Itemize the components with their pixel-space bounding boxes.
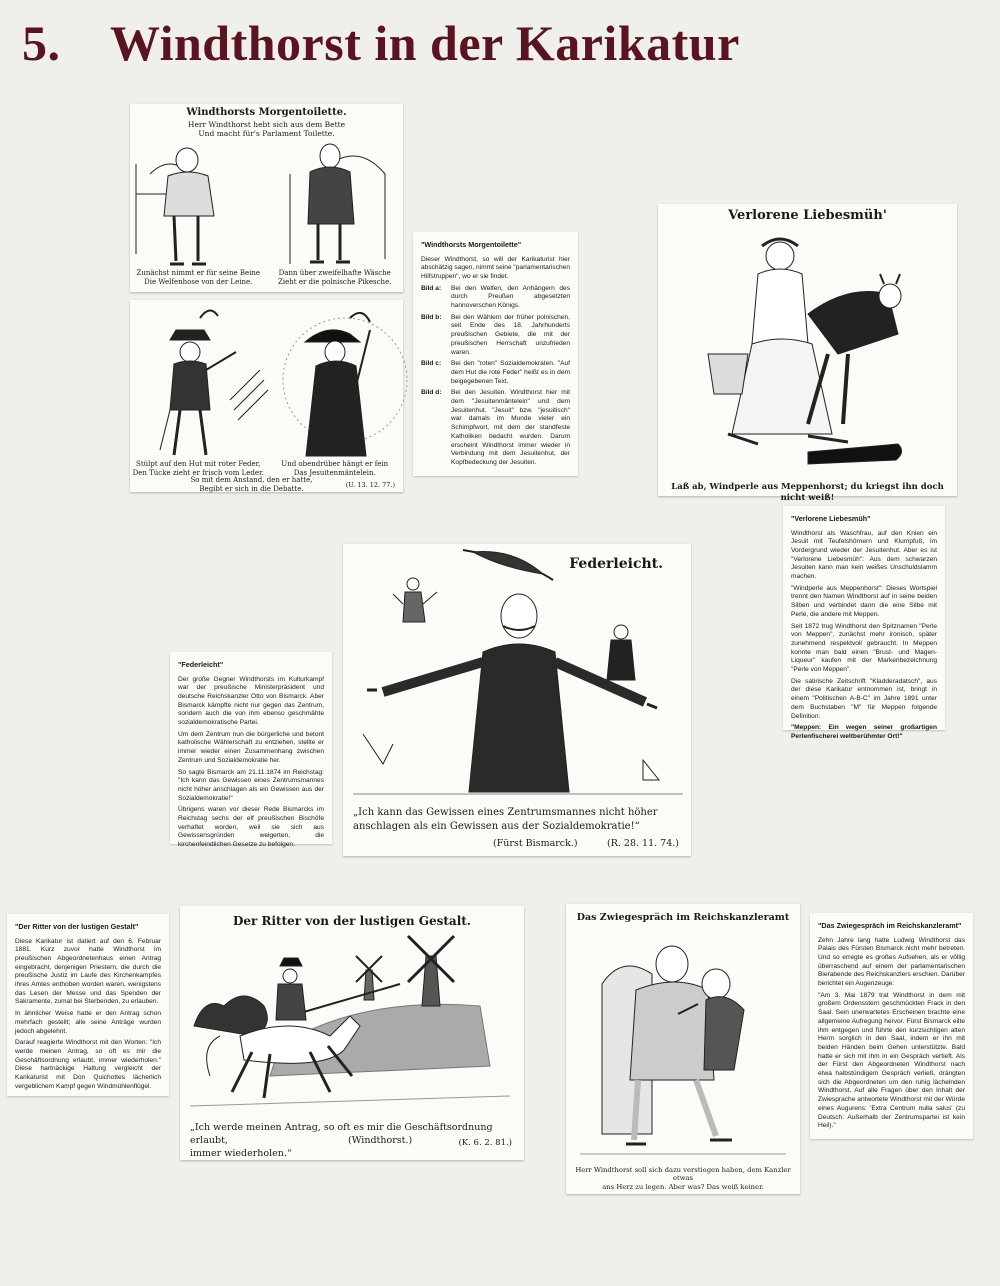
cartoon-reference: (K. 6. 2. 81.) bbox=[458, 1138, 512, 1148]
bild-text: Bei den Wählern der früher polnischen, seit Ende des 18. Jahrhunderts preußischen Gebiete, die mit der preußischen Herrschaft unzufrieden waren. bbox=[451, 313, 570, 356]
text-paragraph: Seit 1872 trug Windthorst den Spitznamen "Perle von Meppen", zunächst mehr ironisch, später zunehmend respektvoll gebraucht. In Meppen konnte man bald einen "Brust- und Magen-Liqueur" kaufen mit der Markenbezeichnung "Perle von Meppen". bbox=[791, 622, 937, 674]
text-card-morgentoilette bbox=[413, 232, 578, 476]
bild-label: Bild d: bbox=[421, 389, 442, 397]
text-paragraph: "Windperle aus Meppenhorst": Dieses Wortspiel trennt den Namen Windthorst auf in seine beiden Silben und verbindet dann die eine Silbe mit Perle, die andere mit Meppen. bbox=[791, 584, 937, 618]
cartoon-caption-a: Zunächst nimmt er für seine Beine Die Welfenhose von der Leine. bbox=[136, 269, 261, 286]
text-card-verlorene-liebesmueh bbox=[783, 506, 945, 740]
cartoon-caption: Laß ab, Windperle aus Meppenhorst; du kriegst ihn doch nicht weiß! bbox=[671, 482, 944, 503]
cartoon-caption-b: Dann über zweifelhafte Wäsche Zieht er die polnische Pikesche. bbox=[278, 269, 392, 286]
text-heading: "Das Zwiegespräch im Reichskanzleramt" bbox=[818, 921, 962, 930]
cartoon-caption-c: Stülpt auf den Hut mit roter Feder, Den Tücke zieht er frisch vom Leder. bbox=[132, 460, 264, 477]
page-title bbox=[22, 14, 740, 72]
text-paragraph: Dieser Windthorst, so will der Karikaturist hier abschätzig sagen, nimmt seine "parlamentarischen Hilfstruppen", wo er sie findet. bbox=[421, 255, 570, 280]
cartoon-verlorene-liebesmueh bbox=[658, 204, 957, 503]
cartoon-caption: Herr Windthorst soll sich dazu verstiegen haben, dem Kanzler etwas ans Herz zu legen. Aber was? Das weiß keiner. bbox=[575, 1166, 791, 1191]
text-paragraph: Zehn Jahre lang hatte Ludwig Windthorst das Palais des Fürsten Bismarck nicht mehr betreten. Und so erregte es großes Aufsehen, als er völlig überraschend auf einem der parlamentarischen Bierabende des Reichskanzlers erschien. Darüber berichtet ein Augenzeuge: bbox=[818, 936, 965, 988]
text-bild-row bbox=[421, 389, 570, 467]
cartoon-illustration bbox=[658, 204, 957, 496]
text-paragraph: So sagte Bismarck am 21.11.1874 im Reichstag: "Ich kann das Gewissen eines Zentrumsmannes nicht höher anschlagen als ein Gewissen aus der Sozialdemokratie!" bbox=[178, 768, 324, 802]
section-number: 5. bbox=[22, 15, 61, 71]
bild-label: Bild c: bbox=[421, 360, 442, 368]
text-bild-row bbox=[421, 360, 570, 386]
bild-text: Bei den Jesuiten. Windthorst hier mit dem "Jesuitenmäntelein" und dem Jesuitenhut. "Jesuit" bzw. "jesuitisch" war damals im Munde vieler ein Schimpfwort, mit dem der standfeste Katholiken bedacht wurden. Darum erscheint Windthorst immer wieder in Verbindung mit dem Jesuitenhut, der Kopfbedeckung der Jesuiten. bbox=[451, 389, 570, 466]
cartoon-title: Der Ritter von der lustigen Gestalt. bbox=[232, 914, 471, 928]
cartoon-illustration bbox=[130, 104, 403, 292]
text-paragraph: Darauf reagierte Windthorst mit den Worten: "Ich werde meinen Antrag, so oft es mir die Geschäftsordnung erlaubt, immer wiederholen." Diese hartnäckige Haltung vergleicht der Karikaturist mit Don Quichottes lächerlich vergeblichem Kampf gegen Windmühlenflügel. bbox=[15, 1039, 161, 1090]
cartoon-intro: Herr Windthorst hebt sich aus dem Bette Und macht für's Parlament Toilette. bbox=[187, 120, 346, 139]
cartoon-title: Das Zwiegespräch im Reichskanzleramt bbox=[576, 912, 790, 923]
cartoon-title: Windthorsts Morgentoilette. bbox=[186, 107, 347, 118]
text-paragraph: Um dem Zentrum nun die bürgerliche und betont katholische Wählerschaft zu entziehen, stellte er immer wieder einen Zusammenhang zwischen Zentrum und Sozialdemokratie her. bbox=[178, 730, 324, 764]
cartoon-morgentoilette-top bbox=[130, 104, 403, 292]
text-paragraph: Windthorst als Waschfrau, auf den Knien ein Jesuit mit Teufelshörnern und Klumpfuß, im Vordergrund wieder der Jesuitenhut. Aber es ist "Verlorene Liebesmüh": Aus dem schwarzen Jesuiten kann man kein weißes Unschuldslamm machen. bbox=[791, 529, 937, 581]
bild-label: Bild a: bbox=[421, 284, 442, 292]
text-paragraph: "Am 3. Mai 1879 trat Windthorst in dem mit großem Ordensstern geschmückten Frack in den Saal. Sein unerwartetes Erscheinen brachte eine allgemeine Aufregung hervor. Fürst Bismarck eilte ihm entgegen und führte den kurzsichtigen alten Herrn sorglich in den Saal, indem er ihn mit beiden Händen beim Gehen unterstützte. Bald hatte er sich mit ihm in ein Gespräch vertieft. Als der Fürst den Abgeordneten Windthorst nach etwa halbstündigem Gespräch verließ, drängten sich die Abgeordneten um den ruhig lächelnden Windthorst. Auf alle Fragen über den Inhalt der Zwiesprache antwortete Windthorst mit der Würde eines Augurens: 'Extra Centrum nulla salus' (zu Deutsch: Außerhalb der Zentrumspartei ist kein Heil)." bbox=[818, 991, 965, 1130]
text-heading: "Windthorsts Morgentoilette" bbox=[421, 240, 522, 249]
cartoon-reference: (U. 13. 12. 77.) bbox=[345, 481, 395, 489]
text-card-federleicht bbox=[170, 652, 332, 849]
text-paragraph: Diese Karikatur ist datiert auf den 6. Februar 1881. Kurz zuvor hatte Windthorst im preußischen Abgeordnetenhaus einen Antrag eingebracht, denjenigen Priestern, die durch die preußische Justiz im Laufe des Kirchenkampfes ihres Amtes enthoben worden waren, wenigstens das Lesen der Messe und das Spenden der Sakramente, zumal bei Sterbenden, zu erlauben. bbox=[15, 937, 161, 1006]
text-paragraph: "Meppen: Ein wegen seiner großartigen Perlenfischerei weltberühmter Ort!" bbox=[791, 724, 937, 740]
cartoon-caption-e: So mit dem Anstand, den er hatte, Begibt er sich in die Debatte. bbox=[190, 476, 313, 493]
text-paragraph: Der große Gegner Windthorsts im Kulturkampf war der preußische Ministerpräsident und deutsche Reichskanzler Otto von Bismarck. Aber Bismarck kämpfte nicht nur gegen das Zentrum, sondern auch die von ihm ebenso geschmähte sozialdemokratische Partei. bbox=[178, 675, 324, 727]
cartoon-title: Verlorene Liebesmüh' bbox=[728, 208, 887, 223]
text-heading: "Federleicht" bbox=[178, 660, 224, 669]
bild-text: Bei den Welfen, den Anhängern des durch Preußen abgesetzten hannoverschen Königs. bbox=[451, 284, 570, 310]
cartoon-attribution: (Windthorst.) bbox=[348, 1135, 413, 1146]
cartoon-ritter bbox=[180, 906, 524, 1160]
section-title: Windthorst in der Karikatur bbox=[110, 15, 740, 71]
cartoon-zwiegespraech bbox=[566, 904, 800, 1194]
text-bild-row bbox=[421, 285, 570, 311]
cartoon-caption: „Ich kann das Gewissen eines Zentrumsmannes nicht höher anschlagen als ein Gewissen aus der Sozialdemokratie!“ bbox=[353, 807, 658, 832]
bild-text: Bei den "roten" Sozialdemokraten. "Auf dem Hut die rote Feder" heißt es in dem beigegebenen Text. bbox=[451, 360, 570, 385]
text-paragraph: Die satirische Zeitschrift "Kladderadatsch", aus der diese Karikatur entnommen ist, bringt in einem "Politischen A-B-C" im Jahre 1891 unter dem Buchstaben "M" für Meppen folgende Definition: bbox=[791, 677, 937, 720]
cartoon-federleicht bbox=[343, 544, 691, 856]
text-card-ritter bbox=[7, 914, 169, 1096]
cartoon-morgentoilette-bottom bbox=[130, 300, 403, 492]
cartoon-illustration bbox=[566, 904, 800, 1194]
text-paragraph: In ähnlicher Weise hatte er den Antrag schon mehrfach gestellt; alle seine Anträge wurden jedoch abgelehnt. bbox=[15, 1010, 161, 1035]
text-heading: "Der Ritter von der lustigen Gestalt" bbox=[15, 922, 139, 931]
bild-label: Bild b: bbox=[421, 313, 442, 321]
cartoon-caption: „Ich werde meinen Antrag, so oft es mir die Geschäftsordnung erlaubt, immer wiederholen.“ bbox=[190, 1122, 493, 1159]
cartoon-title: Federleicht. bbox=[569, 556, 663, 572]
text-card-zwiegespraech bbox=[810, 913, 973, 1139]
text-paragraph: Übrigens waren vor dieser Rede Bismarcks im Reichstag sechs der elf preußischen Bischöfe verhaftet worden, weil sie sich aus Gewissensgründen weigerten, die kirchenfeindlichen Gesetze zu befolgen. bbox=[178, 806, 324, 849]
cartoon-attribution: (Fürst Bismarck.) bbox=[493, 838, 578, 849]
text-heading: "Verlorene Liebesmüh" bbox=[791, 514, 871, 523]
text-bild-row bbox=[421, 314, 570, 358]
cartoon-reference: (R. 28. 11. 74.) bbox=[607, 838, 679, 849]
cartoon-caption-d: Und obendrüber hängt er fein Das Jesuitenmäntelein. bbox=[281, 460, 389, 477]
